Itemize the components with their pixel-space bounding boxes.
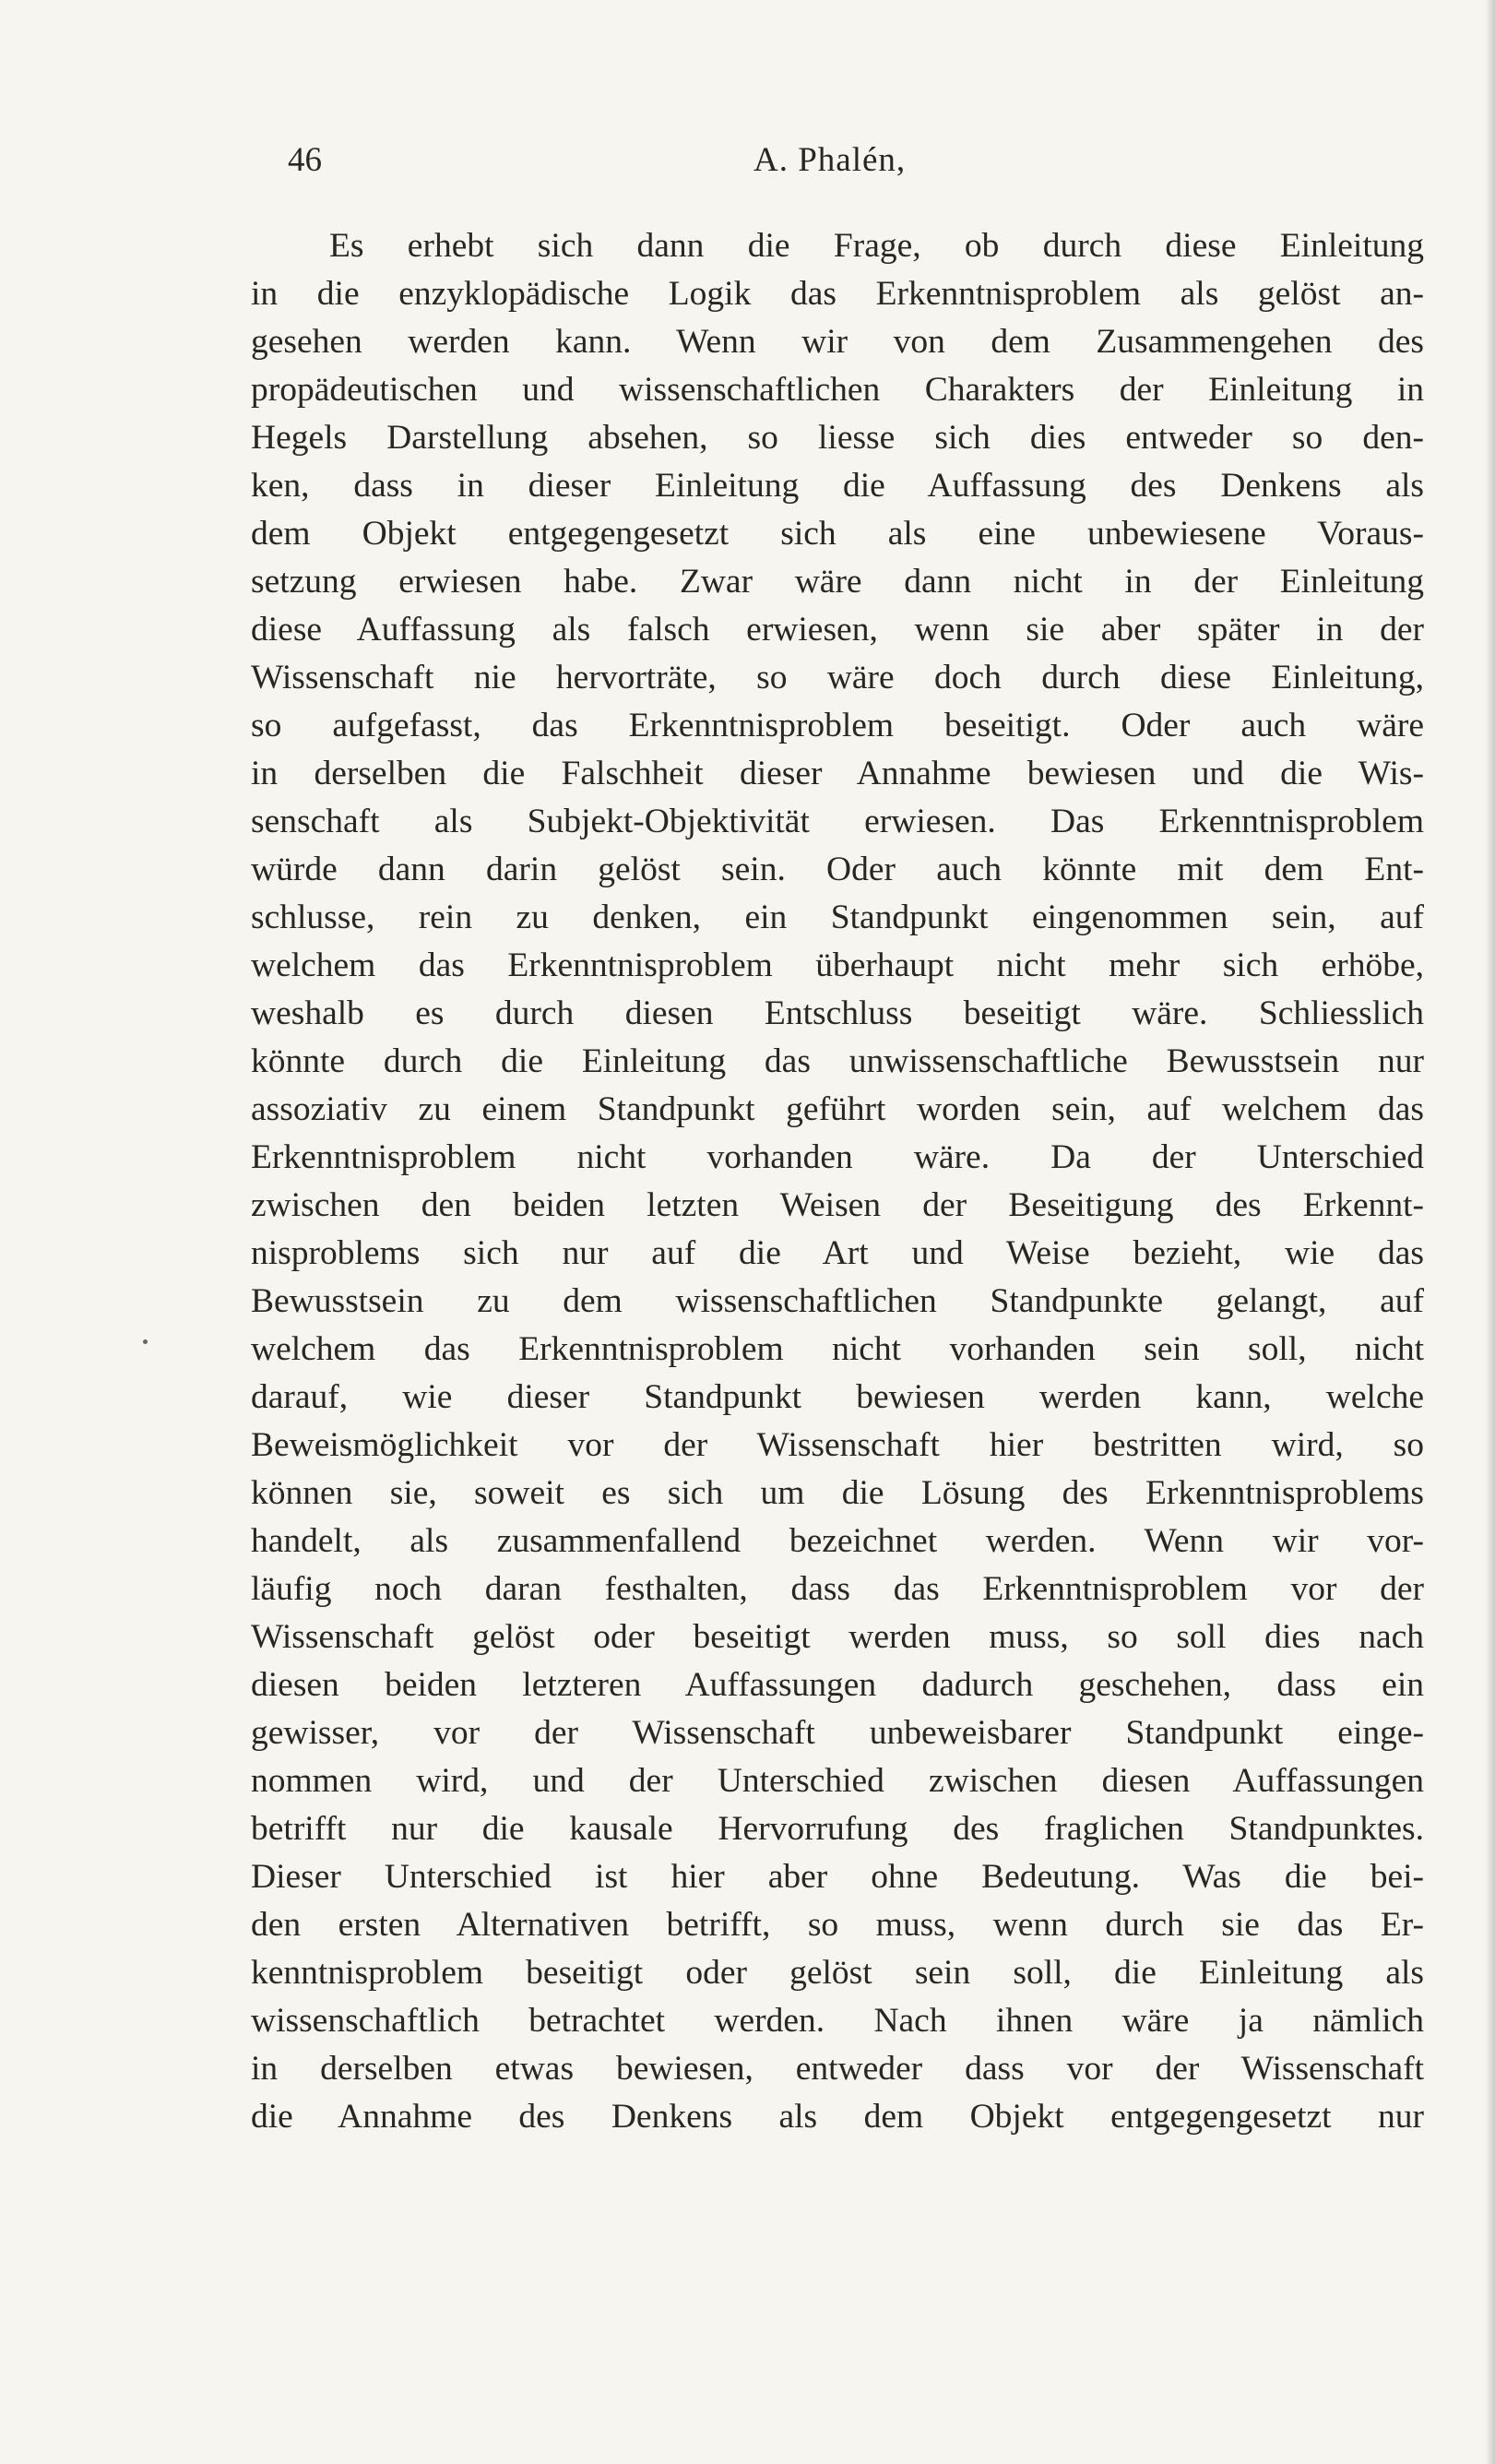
text-line: schlusse, rein zu denken, ein Standpunkt eingenommen sein, auf — [251, 899, 1424, 936]
text-line: welchem das Erkenntnisproblem nicht vorhanden sein soll, nicht — [251, 1330, 1424, 1368]
text-line: in derselben etwas bewiesen, entweder dass vor der Wissenschaft — [251, 2050, 1424, 2088]
text-line: würde dann darin gelöst sein. Oder auch könnte mit dem Ent- — [251, 851, 1424, 888]
text-line: Beweismöglichkeit vor der Wissenschaft hier bestritten wird, so — [251, 1426, 1424, 1464]
text-line: senschaft als Subjekt-Objektivität erwiesen. Das Erkenntnisproblem — [251, 803, 1424, 840]
text-line: zwischen den beiden letzten Weisen der Beseitigung des Erkennt- — [251, 1186, 1424, 1224]
text-line: gewisser, vor der Wissenschaft unbeweisbarer Standpunkt einge- — [251, 1714, 1424, 1752]
text-line: welchem das Erkenntnisproblem überhaupt nicht mehr sich erhöbe, — [251, 946, 1424, 984]
running-head — [251, 137, 1424, 185]
text-line: Erkenntnisproblem nicht vorhanden wäre. Da der Unterschied — [251, 1138, 1424, 1176]
text-line: so aufgefasst, das Erkenntnisproblem beseitigt. Oder auch wäre — [251, 707, 1424, 744]
text-line: nommen wird, und der Unterschied zwischen diesen Auffassungen — [251, 1762, 1424, 1800]
text-line: den ersten Alternativen betrifft, so muss, wenn durch sie das Er- — [251, 1906, 1424, 1944]
text-line: Wissenschaft nie hervorträte, so wäre doch durch diese Einleitung, — [251, 659, 1424, 696]
text-line: dem Objekt entgegengesetzt sich als eine unbewiesene Voraus- — [251, 515, 1424, 553]
text-line: in die enzyklopädische Logik das Erkenntnisproblem als gelöst an- — [251, 275, 1424, 313]
text-line: Es erhebt sich dann die Frage, ob durch diese Einleitung — [329, 227, 1424, 265]
text-line: die Annahme des Denkens als dem Objekt entgegengesetzt nur — [251, 2098, 1424, 2136]
text-line: Hegels Darstellung absehen, so liesse sich dies entweder so den- — [251, 419, 1424, 457]
text-line: nisproblems sich nur auf die Art und Weise bezieht, wie das — [251, 1234, 1424, 1272]
text-line: weshalb es durch diesen Entschluss beseitigt wäre. Schliesslich — [251, 994, 1424, 1032]
text-line: wissenschaftlich betrachtet werden. Nach ihnen wäre ja nämlich — [251, 2002, 1424, 2040]
text-line: Bewusstsein zu dem wissenschaftlichen Standpunkte gelangt, auf — [251, 1282, 1424, 1320]
text-line: läufig noch daran festhalten, dass das Erkenntnisproblem vor der — [251, 1570, 1424, 1608]
text-line: ken, dass in dieser Einleitung die Auffassung des Denkens als — [251, 467, 1424, 505]
text-line: diese Auffassung als falsch erwiesen, wenn sie aber später in der — [251, 611, 1424, 649]
body-paragraph — [251, 222, 1424, 2141]
text-line: Dieser Unterschied ist hier aber ohne Bedeutung. Was die bei- — [251, 1858, 1424, 1896]
text-line: handelt, als zusammenfallend bezeichnet werden. Wenn wir vor- — [251, 1522, 1424, 1560]
text-line: assoziativ zu einem Standpunkt geführt worden sein, auf welchem das — [251, 1090, 1424, 1128]
page-number: 46 — [288, 141, 322, 179]
text-line: betrifft nur die kausale Hervorrufung des fraglichen Standpunktes. — [251, 1810, 1424, 1848]
text-line: in derselben die Falschheit dieser Annahme bewiesen und die Wis- — [251, 755, 1424, 792]
text-line: können sie, soweit es sich um die Lösung des Erkenntnisproblems — [251, 1474, 1424, 1512]
text-line: könnte durch die Einleitung das unwissenschaftliche Bewusstsein nur — [251, 1042, 1424, 1080]
text-line: Wissenschaft gelöst oder beseitigt werden muss, so soll dies nach — [251, 1618, 1424, 1656]
text-line: kenntnisproblem beseitigt oder gelöst sein soll, die Einleitung als — [251, 1954, 1424, 1992]
running-title: A. Phalén, — [753, 141, 907, 179]
stray-ink-mark — [143, 1339, 148, 1344]
text-line: diesen beiden letzteren Auffassungen dadurch geschehen, dass ein — [251, 1666, 1424, 1704]
text-line: darauf, wie dieser Standpunkt bewiesen werden kann, welche — [251, 1378, 1424, 1416]
text-line: propädeutischen und wissenschaftlichen Charakters der Einleitung in — [251, 371, 1424, 409]
text-line: gesehen werden kann. Wenn wir von dem Zusammengehen des — [251, 323, 1424, 361]
page-edge-shadow — [1486, 0, 1495, 2464]
text-line: setzung erwiesen habe. Zwar wäre dann nicht in der Einleitung — [251, 563, 1424, 601]
